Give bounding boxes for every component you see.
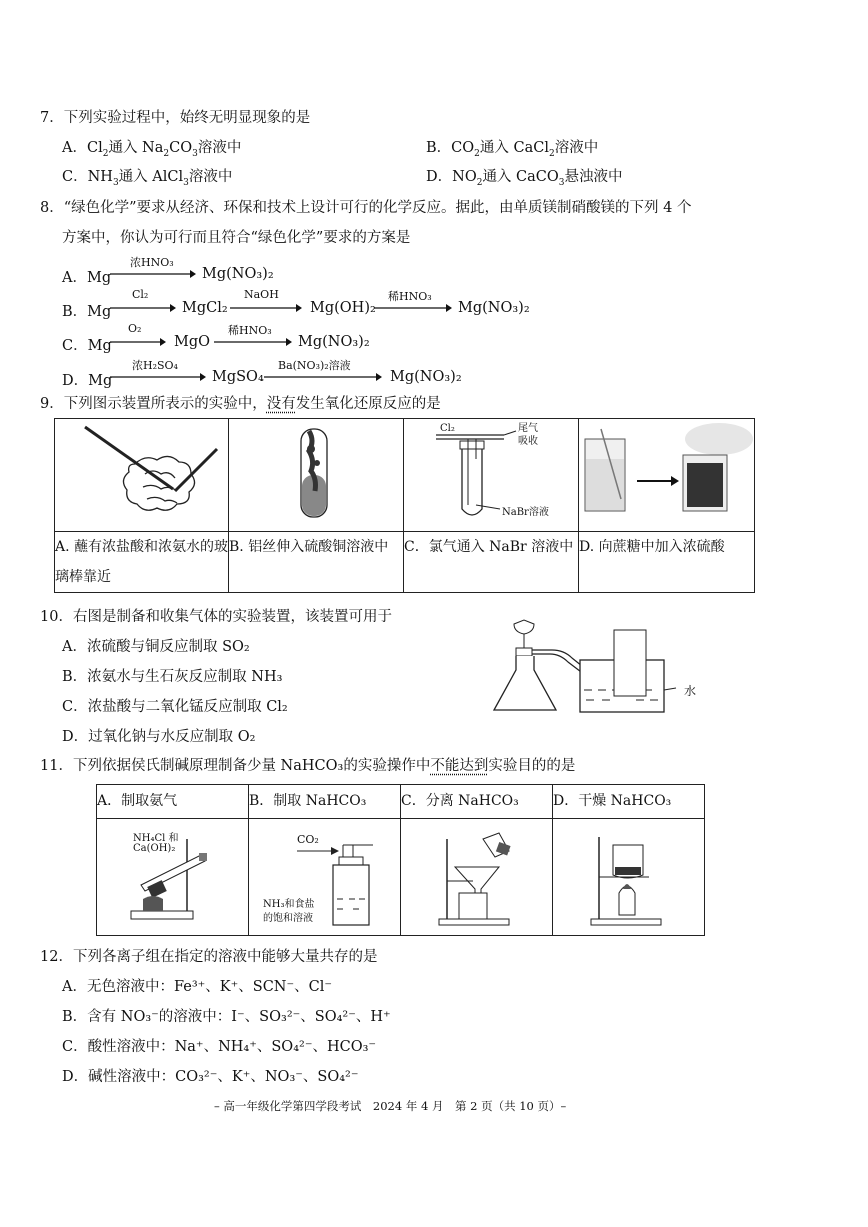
- q7-option-a: A．$Cl_2$通入 $Na_2CO_3$溶液中: [62, 140, 242, 159]
- q8-a-product1: Mg(NO₃)₂: [202, 266, 274, 282]
- q11-header-b: B．制取 NaHCO₃: [249, 785, 401, 819]
- q11-b-co2-label: CO₂: [297, 833, 319, 846]
- q8-option-d-label: D．Mg: [62, 373, 113, 389]
- q11-header-c: C．分离 NaHCO₃: [401, 785, 553, 819]
- q8-option-a-label: A．Mg: [62, 270, 112, 286]
- q11-fig-a: [97, 819, 249, 936]
- q10-option-b: B．浓氨水与生石灰反应制取 NH₃: [62, 669, 283, 685]
- reaction-arrow-icon: [230, 302, 302, 314]
- q7-option-d: D．$NO_2$通入 CaCO$_3$悬浊液中: [426, 169, 623, 188]
- q11-b-label1: NH₃和食盐: [263, 899, 315, 910]
- q11-header-a: A．制取氨气: [97, 785, 249, 819]
- q9-fig-d: [579, 419, 755, 532]
- q8-b-product3: Mg(NO₃)₂: [458, 300, 530, 316]
- q8-b-product1: MgCl₂: [182, 300, 228, 316]
- q11-fig-d: [553, 819, 705, 936]
- q8-option-b-label: B．Mg: [62, 304, 112, 320]
- reaction-arrow-icon: [110, 268, 196, 280]
- q9-caption-d: D. 向蔗糖中加入浓硫酸: [579, 532, 755, 593]
- q7-option-b: B．$CO_2$通入 CaCl$_2$溶液中: [426, 140, 599, 159]
- q9-caption-b: B. 铝丝伸入硫酸铜溶液中: [229, 532, 404, 593]
- chlorine-into-nabr-apparatus-icon: [404, 419, 578, 527]
- reaction-arrow-icon: [110, 302, 176, 314]
- q9-fig-b: [229, 419, 404, 532]
- q8-d-product1: MgSO₄: [212, 369, 264, 385]
- q7-option-c: C．$NH_3$通入 AlCl$_3$溶液中: [62, 169, 233, 188]
- q12-option-a: A．无色溶液中：Fe³⁺、K⁺、SCN⁻、Cl⁻: [62, 979, 333, 995]
- q12-stem: 12．下列各离子组在指定的溶液中能够大量共存的是: [40, 949, 378, 965]
- q8-option-c-label: C．Mg: [62, 338, 112, 354]
- q8-b-reagent2: NaOH: [244, 288, 279, 301]
- q8-c-reagent2: 稀HNO₃: [228, 324, 272, 337]
- q11-b-label2: 的饱和溶液: [263, 913, 313, 924]
- q11-fig-c: [401, 819, 553, 936]
- q8-b-product2: Mg(OH)₂: [310, 300, 376, 316]
- q8-d-reagent1: 浓H₂SO₄: [132, 359, 178, 372]
- q9-figure-table: [54, 418, 755, 593]
- q10-option-d: D．过氧化钠与水反应制取 O₂: [62, 729, 256, 745]
- q8-d-product2: Mg(NO₃)₂: [390, 369, 462, 385]
- q10-water-label: 水: [684, 684, 697, 698]
- q8-c-product2: Mg(NO₃)₂: [298, 334, 370, 350]
- q8-stem-line1: 8．“绿色化学”要求从经济、环保和技术上设计可行的化学反应。据此，由单质镁制硝酸镁的下列 4 个: [40, 200, 692, 216]
- q10-option-c: C．浓盐酸与二氧化锰反应制取 Cl₂: [62, 699, 288, 715]
- q11-fig-b: [249, 819, 401, 936]
- q11-stem: 11．下列依据侯氏制碱原理制备少量 NaHCO₃的实验操作中不能达到实验目的的是: [40, 758, 576, 774]
- q9-fig-c: [404, 419, 579, 532]
- q9-c-absorb-label: 吸收: [518, 436, 538, 447]
- q11-header-d: D．干燥 NaHCO₃: [553, 785, 705, 819]
- q9-fig-a: [55, 419, 229, 532]
- q12-option-d: D．碱性溶液中：CO₃²⁻、K⁺、NO₃⁻、SO₄²⁻: [62, 1069, 359, 1085]
- sucrose-dehydration-icon: [579, 419, 754, 527]
- q8-d-reagent2: Ba(NO₃)₂溶液: [278, 359, 351, 372]
- q9-caption-a: A. 蘸有浓盐酸和浓氨水的玻璃棒靠近: [55, 532, 229, 593]
- q8-c-reagent1: O₂: [128, 322, 142, 335]
- q11-figure-table: [96, 784, 705, 936]
- q9-c-nabr-label: NaBr溶液: [502, 507, 549, 518]
- reaction-arrow-icon: [374, 302, 452, 314]
- reaction-arrow-icon: [264, 371, 382, 383]
- q9-stem: 9．下列图示装置所表示的实验中，没有发生氧化还原反应的是: [40, 396, 441, 412]
- q8-b-reagent3: 稀HNO₃: [388, 290, 432, 303]
- reaction-arrow-icon: [214, 336, 292, 348]
- q9-caption-c: C．氯气通入 NaBr 溶液中: [404, 532, 579, 593]
- q11-a-label2: Ca(OH)₂: [133, 843, 176, 854]
- q12-option-c: C．酸性溶液中：Na⁺、NH₄⁺、SO₄²⁻、HCO₃⁻: [62, 1039, 377, 1055]
- q10-stem: 10．右图是制备和收集气体的实验装置，该装置可用于: [40, 609, 392, 625]
- q8-b-reagent1: Cl₂: [132, 288, 149, 301]
- heating-drying-apparatus-icon: [553, 819, 704, 931]
- gas-generation-collection-apparatus-icon: [490, 610, 680, 720]
- test-tube-aluminum-wire-icon: [229, 419, 403, 527]
- q11-a-label1: NH₄Cl 和: [133, 833, 179, 844]
- filtration-apparatus-icon: [401, 819, 552, 931]
- q8-stem-line2: 方案中，你认为可行而且符合“绿色化学”要求的方案是: [62, 230, 411, 246]
- q7-stem: 7．下列实验过程中，始终无明显现象的是: [40, 110, 311, 126]
- page-footer: – 高一年级化学第四学段考试 2024 年 4 月 第 2 页（共 10 页）–: [214, 1099, 567, 1113]
- q9-c-tail-gas-label: 尾气: [518, 423, 538, 434]
- q8-c-product1: MgO: [174, 334, 211, 350]
- reaction-arrow-icon: [110, 371, 206, 383]
- q12-option-b: B．含有 NO₃⁻的溶液中：I⁻、SO₃²⁻、SO₄²⁻、H⁺: [62, 1009, 391, 1025]
- q9-c-cl2-label: Cl₂: [440, 423, 455, 434]
- q10-option-a: A．浓硫酸与铜反应制取 SO₂: [62, 639, 250, 655]
- glass-rods-fume-icon: [55, 419, 228, 527]
- q8-a-reagent1: 浓HNO₃: [130, 256, 174, 269]
- reaction-arrow-icon: [110, 336, 166, 348]
